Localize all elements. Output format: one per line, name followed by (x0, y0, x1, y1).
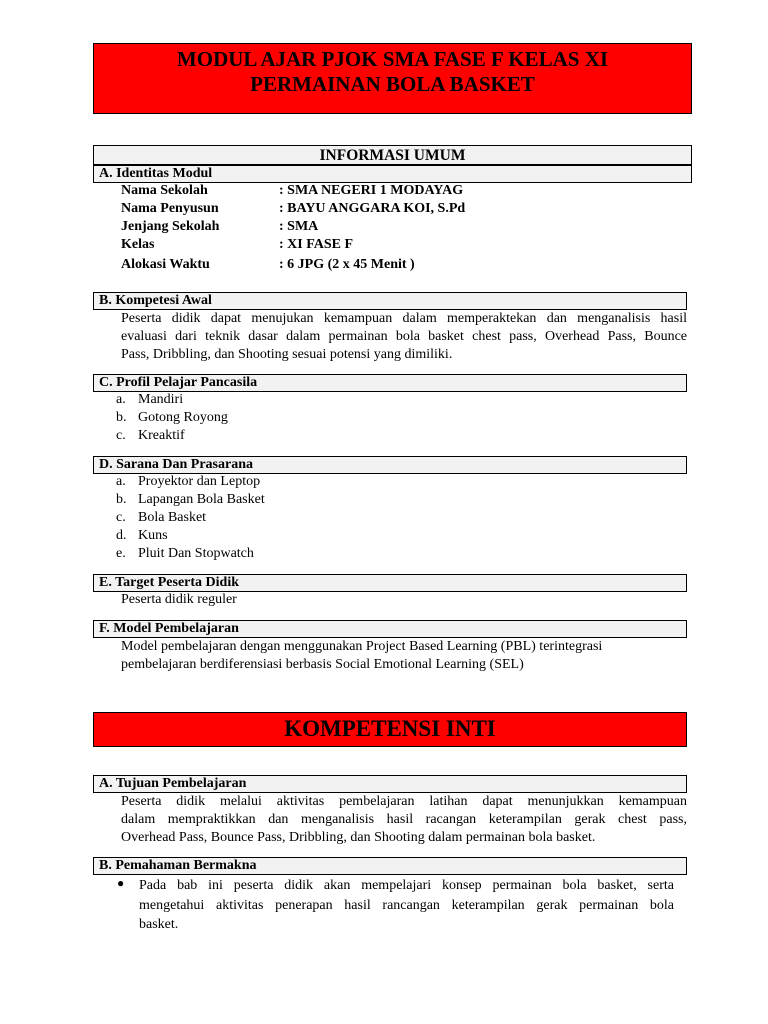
list-marker: a. (116, 474, 126, 489)
section-sarana-prasarana: D. Sarana Dan Prasarana (93, 456, 687, 474)
identity-key: Nama Penyusun (121, 201, 219, 216)
kompetensi-awal-text (121, 310, 687, 364)
list-item (116, 427, 185, 445)
informasi-umum-heading: INFORMASI UMUM (93, 145, 692, 165)
list-item-text: Lapangan Bola Basket (138, 492, 265, 507)
list-item-text: Gotong Royong (138, 410, 228, 425)
list-item-text: Proyektor dan Leptop (138, 474, 261, 489)
list-item (116, 527, 168, 545)
module-title-box (93, 43, 692, 114)
identity-key: Nama Sekolah (121, 183, 208, 198)
list-marker: a. (116, 392, 126, 407)
list-item (116, 391, 183, 409)
identity-value: : SMA (279, 219, 319, 234)
paragraph-line: Pada bab ini peserta didik akan mempelajari konsep permainan bola basket, serta (139, 878, 674, 893)
list-marker: d. (116, 528, 127, 543)
paragraph-line: basket. (139, 917, 179, 932)
list-item (116, 509, 206, 527)
list-item-text: Bola Basket (138, 510, 207, 525)
module-title-line1: MODUL AJAR PJOK SMA FASE F KELAS XI (176, 47, 609, 71)
list-marker: e. (116, 546, 126, 561)
section-profil-pelajar: C. Profil Pelajar Pancasila (93, 374, 687, 392)
paragraph-line: dalam mempraktikkan dan menganalisis hasil racangan keterampilan gerak chest pass, (121, 812, 687, 827)
paragraph-line: pembelajaran berdiferensiasi berbasis Social Emotional Learning (SEL) (121, 657, 524, 672)
paragraph-line: Model pembelajaran dengan menggunakan Project Based Learning (PBL) terintegrasi (121, 639, 603, 654)
bullet-icon: ● (117, 876, 125, 890)
section-kompetensi-awal: B. Kompetesi Awal (93, 292, 687, 310)
list-item-text: Pluit Dan Stopwatch (138, 546, 254, 561)
kompetensi-inti-heading: KOMPETENSI INTI (93, 712, 687, 747)
identity-value: : XI FASE F (279, 237, 354, 252)
module-title-line2: PERMAINAN BOLA BASKET (250, 72, 535, 96)
list-marker: b. (116, 410, 127, 425)
section-target-peserta: E. Target Peserta Didik (93, 574, 687, 592)
tujuan-pembelajaran-text (121, 793, 687, 847)
list-item-text: Kuns (138, 528, 168, 543)
paragraph-line: Peserta didik dapat menujukan kemampuan dalam memperaktekan dan menganalisis hasil (121, 311, 687, 326)
identity-value: : 6 JPG (2 x 45 Menit ) (279, 257, 415, 272)
identity-value: : BAYU ANGGARA KOI, S.Pd (279, 201, 466, 216)
list-item (116, 409, 228, 427)
list-marker: c. (116, 428, 126, 443)
section-tujuan-pembelajaran: A. Tujuan Pembelajaran (93, 775, 687, 793)
paragraph-line: Peserta didik melalui aktivitas pembelajaran latihan dapat menunjukkan kemampuan (121, 794, 687, 809)
paragraph-line: mengetahui aktivitas penerapan hasil rancangan keterampilan gerak permainan bola (139, 897, 674, 913)
section-model-pembelajaran: F. Model Pembelajaran (93, 620, 687, 638)
section-identitas-modul: A. Identitas Modul (93, 165, 692, 183)
list-item (116, 473, 260, 491)
identity-value: : SMA NEGERI 1 MODAYAG (279, 183, 464, 198)
paragraph-line: evaluasi dari teknik dasar dalam permainan bola basket chest pass, Overhead Pass, Bounce (121, 329, 687, 344)
list-item-text: Mandiri (138, 392, 184, 407)
list-marker: c. (116, 510, 126, 525)
list-item-text: Kreaktif (138, 428, 185, 443)
pemahaman-bermakna-text (139, 876, 674, 935)
identity-key: Kelas (121, 237, 155, 252)
identity-key: Jenjang Sekolah (121, 219, 220, 234)
identity-key: Alokasi Waktu (121, 257, 210, 272)
list-marker: b. (116, 492, 127, 507)
model-pembelajaran-text (121, 638, 661, 674)
paragraph-line: Overhead Pass, Bounce Pass, Dribbling, dan Shooting dalam permainan bola basket. (121, 830, 596, 845)
list-item (116, 491, 265, 509)
section-pemahaman-bermakna: B. Pemahaman Bermakna (93, 857, 687, 875)
target-peserta-text: Peserta didik reguler (121, 592, 237, 607)
paragraph-line: Pass, Dribbling, dan Shooting sesuai potensi yang dimiliki. (121, 347, 453, 362)
list-item (116, 545, 254, 563)
